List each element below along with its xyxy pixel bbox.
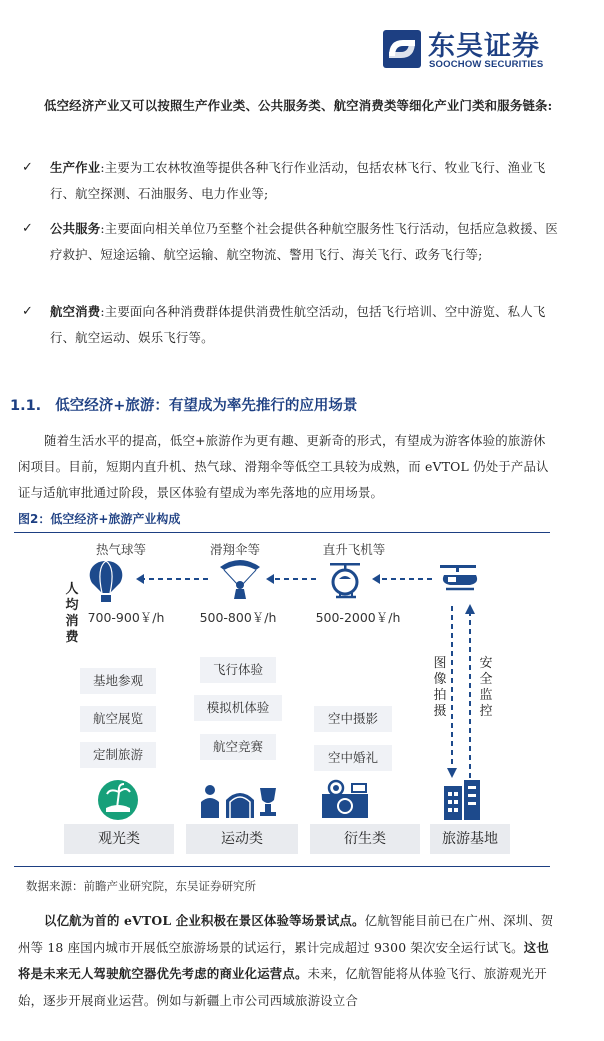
category-icons-row xyxy=(60,778,500,822)
item-chip: 空中摄影 xyxy=(314,706,392,732)
closing-text-2: 未来，亿航智能将从体验飞行、旅游观光开始，逐步开展商业运营。例如与新疆上市公司西域旅游设立合 xyxy=(18,966,547,1008)
helicopter-icon xyxy=(330,563,360,597)
figure-source: 数据来源：前瞻产业研究院，东吴证券研究所 xyxy=(26,879,256,893)
bullet-term: 航空消费 xyxy=(50,304,101,319)
item-chip: 模拟机体验 xyxy=(194,695,282,721)
price-label: 500-800￥/h xyxy=(199,610,277,625)
category-derivative: 衍生类 xyxy=(310,824,420,854)
figure-bottom-rule xyxy=(14,866,550,867)
check-icon: ✓ xyxy=(22,160,34,175)
axis-label-per-capita: 人均消费 xyxy=(65,582,79,645)
section-title: 低空经济+旅游：有望成为率先推行的应用场景 xyxy=(55,398,358,414)
section-number: 1.1. xyxy=(10,398,42,414)
hot-air-balloon-icon xyxy=(90,561,123,602)
camera-icon xyxy=(322,781,368,818)
bullet-public-service xyxy=(22,216,570,268)
item-chip: 航空展览 xyxy=(80,706,156,732)
bullet-text: :主要为工农林牧渔等提供各种飞行作业活动，包括农林飞行、牧业飞行、渔业飞行、航空探测、石油服务、电力作业等; xyxy=(50,160,546,201)
item-chip: 空中婚礼 xyxy=(314,745,392,771)
aircraft-name: 热气球等 xyxy=(95,542,146,557)
bullet-term: 生产作业 xyxy=(50,160,101,175)
item-chip: 定制旅游 xyxy=(80,742,156,768)
aircraft-name: 直升飞机等 xyxy=(322,542,386,557)
bullet-consumption xyxy=(22,299,570,351)
body-paragraph: 随着生活水平的提高，低空+旅游作为更有趣、更新奇的形式，有望成为游客体验的旅游休闲项目。目前，短期内直升机、热气球、滑翔伞等低空工具较为成熟，而 eVTOL 仍处于产品认证与适航审批通过阶段，景区体验有望成为率先落地的应用场景。 xyxy=(18,433,549,500)
closing-text-1: 亿航智能目前已在广州、深圳、贺州等 18 座国内城市开展低空旅游场景的试运行，累计完成超过 9300 架次安全运行试飞。 xyxy=(18,913,554,955)
price-label: 700-900￥/h xyxy=(87,610,165,625)
closing-bold-1: 以亿航为首的 eVTOL 企业积极在景区体验等场景试点。 xyxy=(44,913,365,928)
check-icon: ✓ xyxy=(22,221,34,236)
item-chip: 飞行体验 xyxy=(200,657,276,683)
figure-top-rule xyxy=(14,532,550,533)
soochow-logo-icon xyxy=(383,30,421,68)
bullet-term: 公共服务 xyxy=(50,221,101,236)
intro-paragraph: 低空经济产业又可以按照生产作业类、公共服务类、航空消费类等细化产业门类和服务链条: xyxy=(44,98,553,113)
closing-paragraph xyxy=(18,908,558,1014)
price-label: 500-2000￥/h xyxy=(315,610,401,625)
item-chip: 基地参观 xyxy=(80,668,156,694)
bullet-text: :主要面向相关单位乃至整个社会提供各种航空服务性飞行活动，包括应急救援、医疗救护、短途运输、航空运输、航空物流、警用飞行、海关飞行、政务飞行等; xyxy=(50,221,559,262)
logo-name-en: SOOCHOW SECURITIES xyxy=(429,59,544,70)
category-sports: 运动类 xyxy=(186,824,298,854)
category-sightseeing: 观光类 xyxy=(64,824,174,854)
section-heading xyxy=(10,394,357,415)
item-chip: 航空竞赛 xyxy=(200,734,276,760)
bullet-text: :主要面向各种消费群体提供消费性航空活动，包括飞行培训、空中游览、私人飞行、航空运动、娱乐飞行等。 xyxy=(50,304,546,345)
island-icon xyxy=(98,780,138,820)
evtol-icon xyxy=(440,565,477,589)
check-icon: ✓ xyxy=(22,304,34,319)
paraglider-icon xyxy=(220,560,260,599)
side-label-image: 图像拍摄 xyxy=(433,656,447,719)
aircraft-name: 滑翔伞等 xyxy=(209,542,260,557)
aircraft-row xyxy=(60,555,500,605)
building-icon xyxy=(444,780,480,820)
figure-title: 图2：低空经济+旅游产业构成 xyxy=(18,512,181,526)
sports-icon xyxy=(201,785,276,818)
closing-bold-2: 这也将是未来无人驾驶航空器优先考虑的商业化运营点。 xyxy=(18,939,549,981)
category-tourism-base: 旅游基地 xyxy=(430,824,510,854)
side-label-safety: 安全监控 xyxy=(479,656,493,719)
bullet-production xyxy=(22,155,570,207)
logo-name-cn: 东吴证券 xyxy=(428,31,540,62)
